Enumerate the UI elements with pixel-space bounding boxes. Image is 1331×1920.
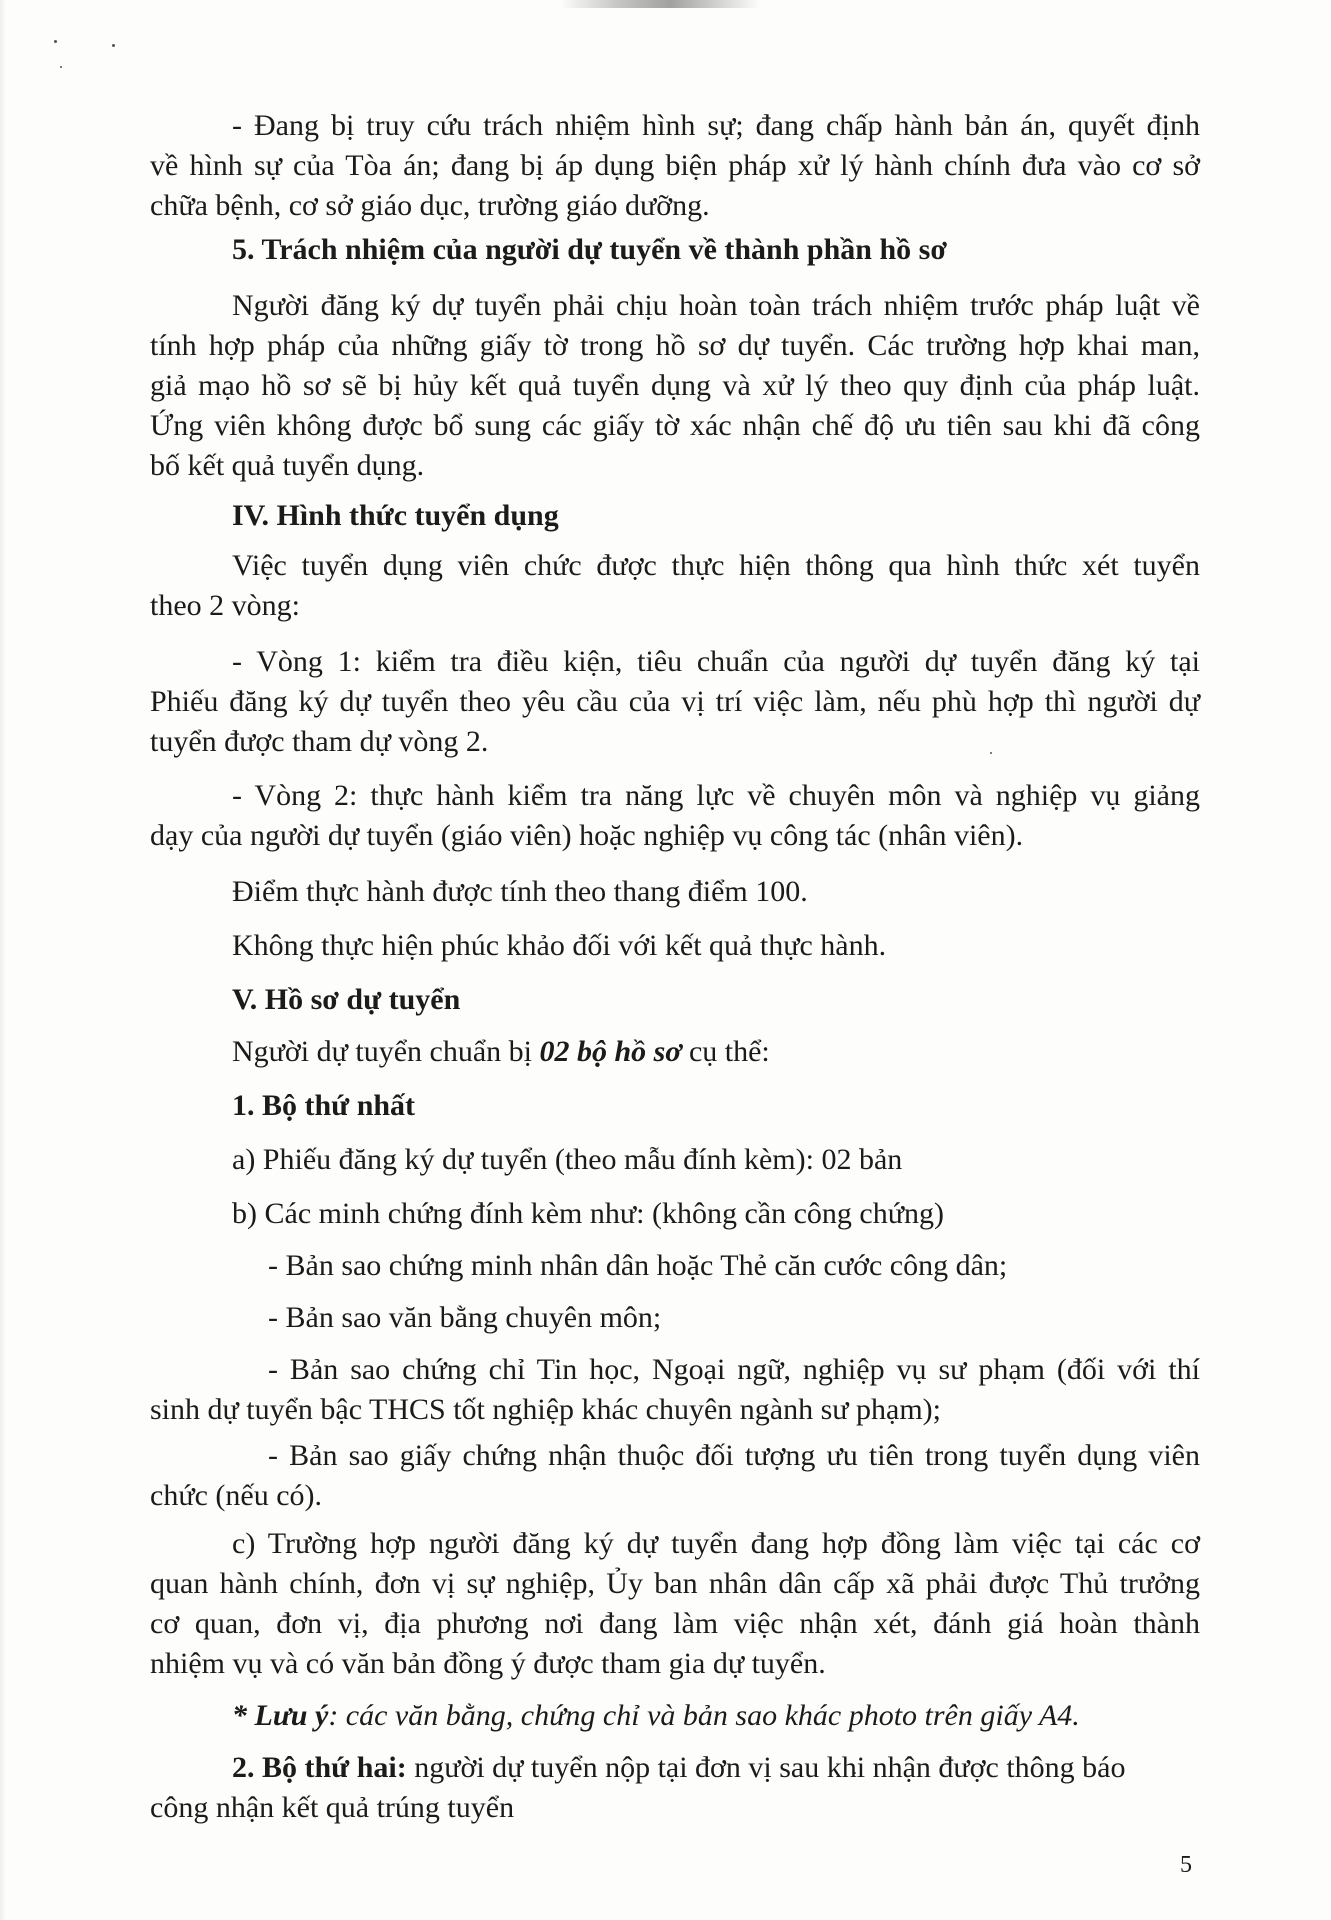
scan-speck bbox=[60, 66, 62, 68]
item-b-sub-1: - Bản sao chứng minh nhân dân hoặc Thẻ căn cước công dân; bbox=[268, 1249, 1008, 1282]
round-2-line-2: dạy của người dự tuyển (giáo viên) hoặc nghiệp vụ công tác (nhân viên). bbox=[150, 819, 1024, 852]
section-5-line-1: Người đăng ký dự tuyển phải chịu hoàn toàn trách nhiệm trước pháp luật về bbox=[232, 289, 1200, 322]
set-2-line-2: công nhận kết quả trúng tuyển bbox=[150, 1791, 515, 1824]
round-1-line-1: - Vòng 1: kiểm tra điều kiện, tiêu chuẩn của người dự tuyển đăng ký tại bbox=[232, 645, 1200, 678]
round-1-line-3: tuyển được tham dự vòng 2. bbox=[150, 725, 489, 758]
intro-line-3: chữa bệnh, cơ sở giáo dục, trường giáo dưỡng. bbox=[150, 189, 710, 222]
section-iv-heading: IV. Hình thức tuyển dụng bbox=[232, 499, 559, 532]
item-c-line-3: cơ quan, đơn vị, địa phương nơi đang làm việc nhận xét, đánh giá hoàn thành bbox=[150, 1607, 1200, 1640]
set-1-heading: 1. Bộ thứ nhất bbox=[232, 1089, 416, 1122]
section-v-intro-prefix: Người dự tuyển chuẩn bị bbox=[232, 1035, 540, 1068]
item-c-line-1: c) Trường hợp người đăng ký dự tuyển đang hợp đồng làm việc tại các cơ bbox=[232, 1527, 1200, 1560]
intro-line-1: - Đang bị truy cứu trách nhiệm hình sự; đang chấp hành bản án, quyết định bbox=[232, 109, 1200, 142]
section-5-line-3: giả mạo hồ sơ sẽ bị hủy kết quả tuyển dụng và xử lý theo quy định của pháp luật. bbox=[150, 369, 1200, 402]
intro-line-2: về hình sự của Tòa án; đang bị áp dụng biện pháp xử lý hành chính đưa vào cơ sở bbox=[150, 149, 1200, 182]
section-v-intro bbox=[232, 1032, 770, 1072]
score-note: Điểm thực hành được tính theo thang điểm 100. bbox=[232, 875, 808, 908]
scan-speck bbox=[112, 44, 115, 47]
item-b-sub-3-line-1: - Bản sao chứng chỉ Tin học, Ngoại ngữ, nghiệp vụ sư phạm (đối với thí bbox=[268, 1353, 1200, 1386]
item-c-line-2: quan hành chính, đơn vị sự nghiệp, Ủy ban nhân dân cấp xã phải được Thủ trưởng bbox=[150, 1567, 1200, 1600]
section-iv-intro-1: Việc tuyển dụng viên chức được thực hiện thông qua hình thức xét tuyển bbox=[232, 549, 1200, 582]
section-5-heading: 5. Trách nhiệm của người dự tuyển về thành phần hồ sơ bbox=[232, 233, 947, 266]
section-iv-intro-2: theo 2 vòng: bbox=[150, 589, 300, 622]
scan-speck bbox=[990, 752, 992, 754]
section-5-line-2: tính hợp pháp của những giấy tờ trong hồ sơ dự tuyển. Các trường hợp khai man, bbox=[150, 329, 1200, 362]
set-2-text: người dự tuyển nộp tại đơn vị sau khi nhận được thông báo bbox=[406, 1751, 1126, 1784]
scan-left-edge bbox=[0, 0, 6, 1920]
section-v-intro-suffix: cụ thể: bbox=[681, 1035, 770, 1068]
section-v-intro-emphasis: 02 bộ hồ sơ bbox=[539, 1035, 682, 1068]
item-b-sub-3-line-2: sinh dự tuyển bậc THCS tốt nghiệp khác chuyên ngành sư phạm); bbox=[150, 1393, 942, 1426]
item-b: b) Các minh chứng đính kèm như: (không cần công chứng) bbox=[232, 1197, 944, 1230]
note-text: : các văn bằng, chứng chỉ và bản sao khác photo trên giấy A4. bbox=[328, 1699, 1080, 1732]
page-number: 5 bbox=[1180, 1852, 1192, 1878]
item-a: a) Phiếu đăng ký dự tuyển (theo mẫu đính kèm): 02 bản bbox=[232, 1143, 903, 1176]
set-2-label: 2. Bộ thứ hai: bbox=[232, 1751, 407, 1784]
item-b-sub-2: - Bản sao văn bằng chuyên môn; bbox=[268, 1301, 662, 1334]
section-5-line-4: Ứng viên không được bổ sung các giấy tờ xác nhận chế độ ưu tiên sau khi đã công bbox=[150, 409, 1200, 442]
round-1-line-2: Phiếu đăng ký dự tuyển theo yêu cầu của vị trí việc làm, nếu phù hợp thì người dự bbox=[150, 685, 1200, 718]
set-2-line-1 bbox=[232, 1748, 1126, 1788]
no-review-note: Không thực hiện phúc khảo đối với kết quả thực hành. bbox=[232, 929, 887, 962]
section-5-line-5: bố kết quả tuyển dụng. bbox=[150, 449, 425, 482]
note bbox=[232, 1696, 1080, 1736]
item-b-sub-4-line-2: chức (nếu có). bbox=[150, 1479, 323, 1512]
round-2-line-1: - Vòng 2: thực hành kiểm tra năng lực về chuyên môn và nghiệp vụ giảng bbox=[232, 779, 1200, 812]
item-c-line-4: nhiệm vụ và có văn bản đồng ý được tham gia dự tuyển. bbox=[150, 1647, 826, 1680]
item-b-sub-4-line-1: - Bản sao giấy chứng nhận thuộc đối tượng ưu tiên trong tuyển dụng viên bbox=[268, 1439, 1200, 1472]
scan-artifact bbox=[560, 0, 760, 8]
section-v-heading: V. Hồ sơ dự tuyển bbox=[232, 983, 461, 1016]
scan-speck bbox=[54, 40, 57, 43]
note-label: * Lưu ý bbox=[232, 1699, 329, 1732]
